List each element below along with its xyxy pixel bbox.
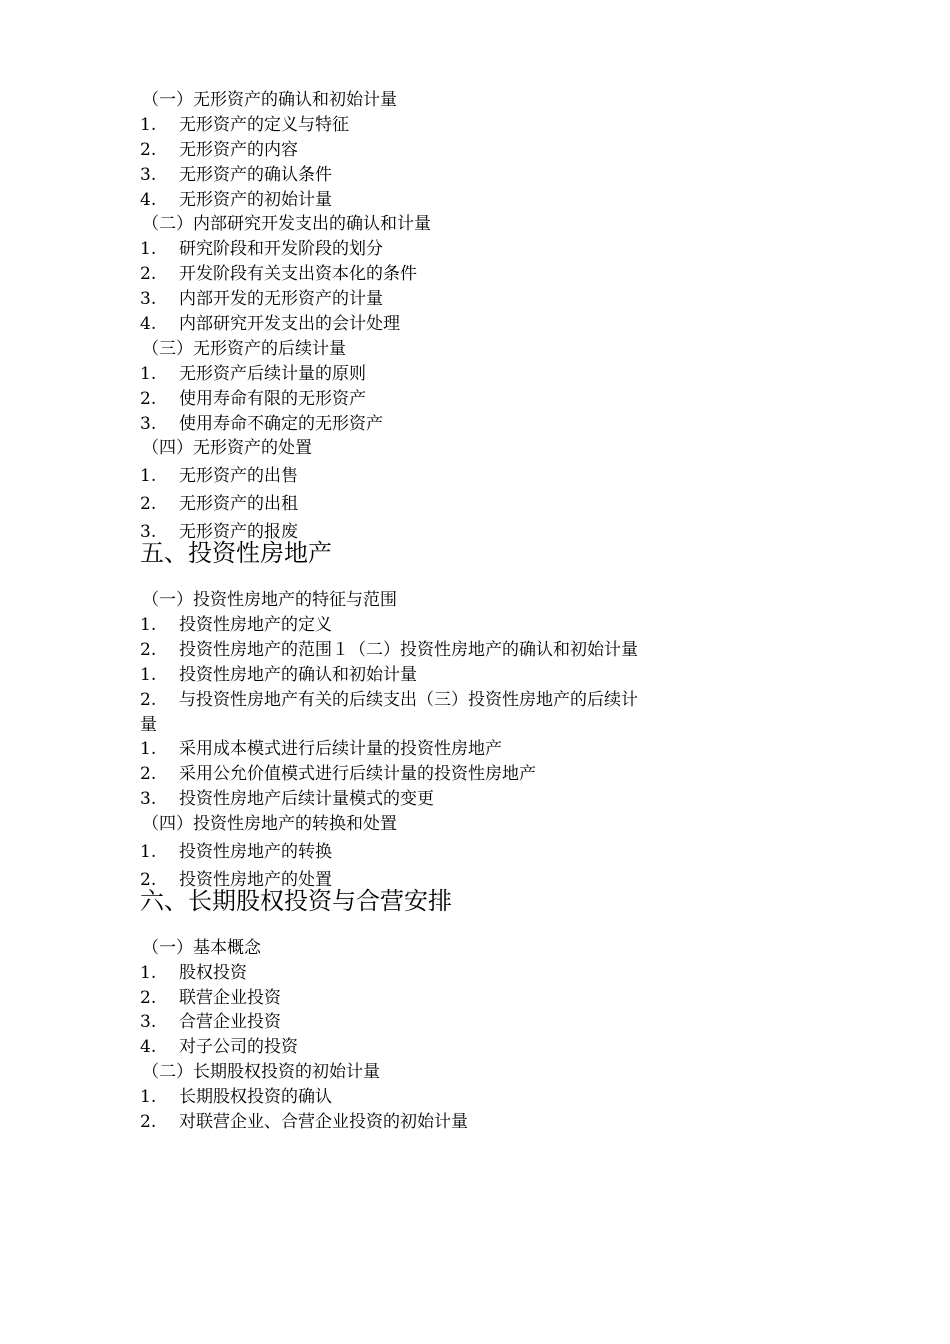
list-item-number: 1.: [140, 239, 157, 260]
list-item: [140, 287, 660, 312]
list-item-text: 研究阶段和开发阶段的划分: [179, 239, 383, 260]
list-item-number: 4.: [140, 1037, 157, 1058]
list-item-text: 对联营企业、合营企业投资的初始计量: [179, 1112, 468, 1132]
list-item: [140, 237, 660, 262]
list-item-number: 2.: [140, 264, 157, 285]
list-item: [140, 387, 660, 412]
list-item-number: 1.: [140, 614, 157, 635]
list-item: [140, 138, 660, 163]
list-item-text: 股权投资: [179, 962, 247, 983]
subsection-title: （四）投资性房地产的转换和处置: [142, 814, 397, 835]
list-item-number: 1.: [140, 363, 157, 384]
list-item-text: 采用公允价值模式进行后续计量的投资性房地产: [179, 764, 536, 785]
subsection-title: （二）内部研究开发支出的确认和计量: [142, 214, 431, 235]
list-item-number: 1.: [140, 962, 157, 983]
list-item-text: 使用寿命有限的无形资产: [179, 388, 366, 409]
list-item-text: 与投资性房地产有关的后续支出（三）投资性房地产的后续计量: [140, 689, 638, 735]
list-item-number: 2.: [140, 639, 157, 660]
list-item-number: 2.: [140, 987, 157, 1008]
list-item-number: 2.: [140, 494, 157, 515]
list-item: [140, 688, 650, 738]
section-heading: 五、投资性房地产: [140, 539, 332, 568]
list-item: [140, 840, 660, 865]
list-item-text: 投资性房地产的转换: [179, 841, 332, 862]
list-item-number: 1.: [140, 466, 157, 487]
list-item: [140, 113, 660, 138]
list-item-number: 2.: [140, 388, 157, 409]
list-item: [140, 188, 660, 213]
list-item-text: 内部开发的无形资产的计量: [179, 289, 383, 310]
list-item: [140, 163, 660, 188]
list-item-text: 投资性房地产的范围１（二）投资性房地产的确认和初始计量: [179, 639, 638, 660]
list-item-text: 无形资产的确认条件: [179, 164, 332, 185]
list-item-number: 3.: [140, 289, 157, 310]
list-item: [140, 312, 660, 337]
subsection-title: （四）无形资产的处置: [142, 438, 312, 459]
list-item-number: 2.: [140, 764, 157, 785]
list-item-number: 3.: [140, 413, 157, 434]
list-item-number: 1.: [140, 1087, 157, 1108]
list-item-text: 无形资产的报废: [179, 522, 298, 543]
subsection-title: （三）无形资产的后续计量: [142, 338, 346, 359]
list-item-text: 无形资产后续计量的原则: [179, 363, 366, 384]
list-item-text: 投资性房地产的处置: [179, 869, 332, 890]
list-item: [140, 1035, 660, 1060]
list-item-text: 使用寿命不确定的无形资产: [179, 413, 383, 434]
list-item-text: 采用成本模式进行后续计量的投资性房地产: [179, 739, 502, 760]
list-item: [140, 762, 660, 787]
list-item-text: 无形资产的初始计量: [179, 189, 332, 210]
list-item-text: 无形资产的出租: [179, 494, 298, 515]
list-item-number: 4.: [140, 314, 157, 335]
section-heading: 六、长期股权投资与合营安排: [140, 886, 452, 915]
list-item: [140, 1085, 660, 1110]
subsection-title: （一）无形资产的确认和初始计量: [142, 90, 397, 110]
list-item: [140, 262, 660, 287]
list-item-number: 2.: [140, 869, 157, 890]
list-item: [140, 412, 660, 437]
list-item: [140, 492, 660, 517]
list-item-text: 无形资产的定义与特征: [179, 114, 349, 135]
subsection-title: （一）基本概念: [142, 937, 261, 958]
list-item: [140, 737, 660, 762]
list-item-text: 投资性房地产后续计量模式的变更: [179, 789, 434, 810]
subsection-title: （一）投资性房地产的特征与范围: [142, 590, 397, 611]
document-content: [140, 88, 660, 1135]
list-item-number: 1.: [140, 114, 157, 135]
list-item-number: 3.: [140, 522, 157, 543]
list-item-text: 投资性房地产的定义: [179, 614, 332, 635]
list-item: [140, 638, 650, 663]
list-item-text: 合营企业投资: [179, 1012, 281, 1033]
list-item-text: 投资性房地产的确认和初始计量: [179, 664, 417, 685]
list-item-number: 2.: [140, 689, 157, 710]
list-item: [140, 1110, 660, 1135]
list-item-text: 对子公司的投资: [179, 1037, 298, 1058]
list-item-number: 2.: [140, 139, 157, 160]
list-item-number: 2.: [140, 1112, 157, 1132]
list-item: [140, 961, 660, 986]
list-item-text: 无形资产的内容: [179, 139, 298, 160]
list-item: [140, 787, 660, 812]
list-item-number: 4.: [140, 189, 157, 210]
list-item-number: 1.: [140, 664, 157, 685]
list-item-text: 内部研究开发支出的会计处理: [179, 314, 400, 335]
list-item-number: 1.: [140, 841, 157, 862]
list-item: [140, 362, 660, 387]
list-item: [140, 1010, 660, 1035]
list-item-number: 1.: [140, 739, 157, 760]
list-item-number: 3.: [140, 1012, 157, 1033]
list-item-text: 联营企业投资: [179, 987, 281, 1008]
list-item-text: 无形资产的出售: [179, 466, 298, 487]
list-item: [140, 663, 660, 688]
list-item: [140, 613, 660, 638]
list-item: [140, 464, 660, 489]
subsection-title: （二）长期股权投资的初始计量: [142, 1062, 380, 1083]
list-item-number: 3.: [140, 164, 157, 185]
list-item: [140, 986, 660, 1011]
list-item-text: 长期股权投资的确认: [179, 1087, 332, 1108]
list-item-text: 开发阶段有关支出资本化的条件: [179, 264, 417, 285]
list-item-number: 3.: [140, 789, 157, 810]
